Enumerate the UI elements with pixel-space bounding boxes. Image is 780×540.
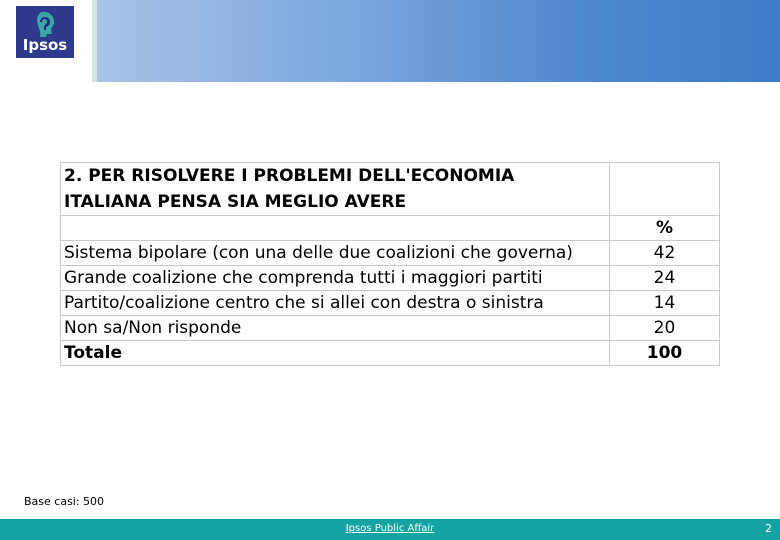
table-row — [61, 266, 720, 291]
total-label: Totale — [61, 341, 610, 366]
percent-header: % — [610, 216, 720, 241]
total-row — [61, 341, 720, 366]
question-line-2: ITALIANA PENSA SIA MEGLIO AVERE — [64, 192, 407, 212]
base-note: Base casi: 500 — [24, 495, 105, 508]
table-row — [61, 241, 720, 266]
row-label: Partito/coalizione centro che si allei con destra o sinistra — [61, 291, 610, 316]
table-row — [61, 291, 720, 316]
row-value: 42 — [610, 241, 720, 266]
row-value: 14 — [610, 291, 720, 316]
question-cell — [61, 163, 610, 216]
row-value: 20 — [610, 316, 720, 341]
question-row — [61, 163, 720, 216]
percent-header-row — [61, 216, 720, 241]
percent-header-label-cell — [61, 216, 610, 241]
table-row — [61, 316, 720, 341]
question-value-cell — [610, 163, 720, 216]
question-line-1: 2. PER RISOLVERE I PROBLEMI DELL'ECONOMIA — [64, 166, 515, 186]
row-label: Sistema bipolare (con una delle due coalizioni che governa) — [61, 241, 610, 266]
footer-link[interactable]: Ipsos Public Affair — [345, 523, 435, 534]
row-label: Non sa/Non risponde — [61, 316, 610, 341]
ipsos-logo — [16, 6, 74, 58]
logo-text: Ipsos — [22, 36, 68, 54]
row-label: Grande coalizione che comprenda tutti i maggiori partiti — [61, 266, 610, 291]
total-value: 100 — [610, 341, 720, 366]
footer — [0, 519, 780, 540]
row-value: 24 — [610, 266, 720, 291]
survey-table — [60, 162, 720, 366]
page-number: 2 — [765, 522, 772, 535]
header-gradient-bar — [97, 0, 780, 82]
header — [0, 0, 780, 82]
